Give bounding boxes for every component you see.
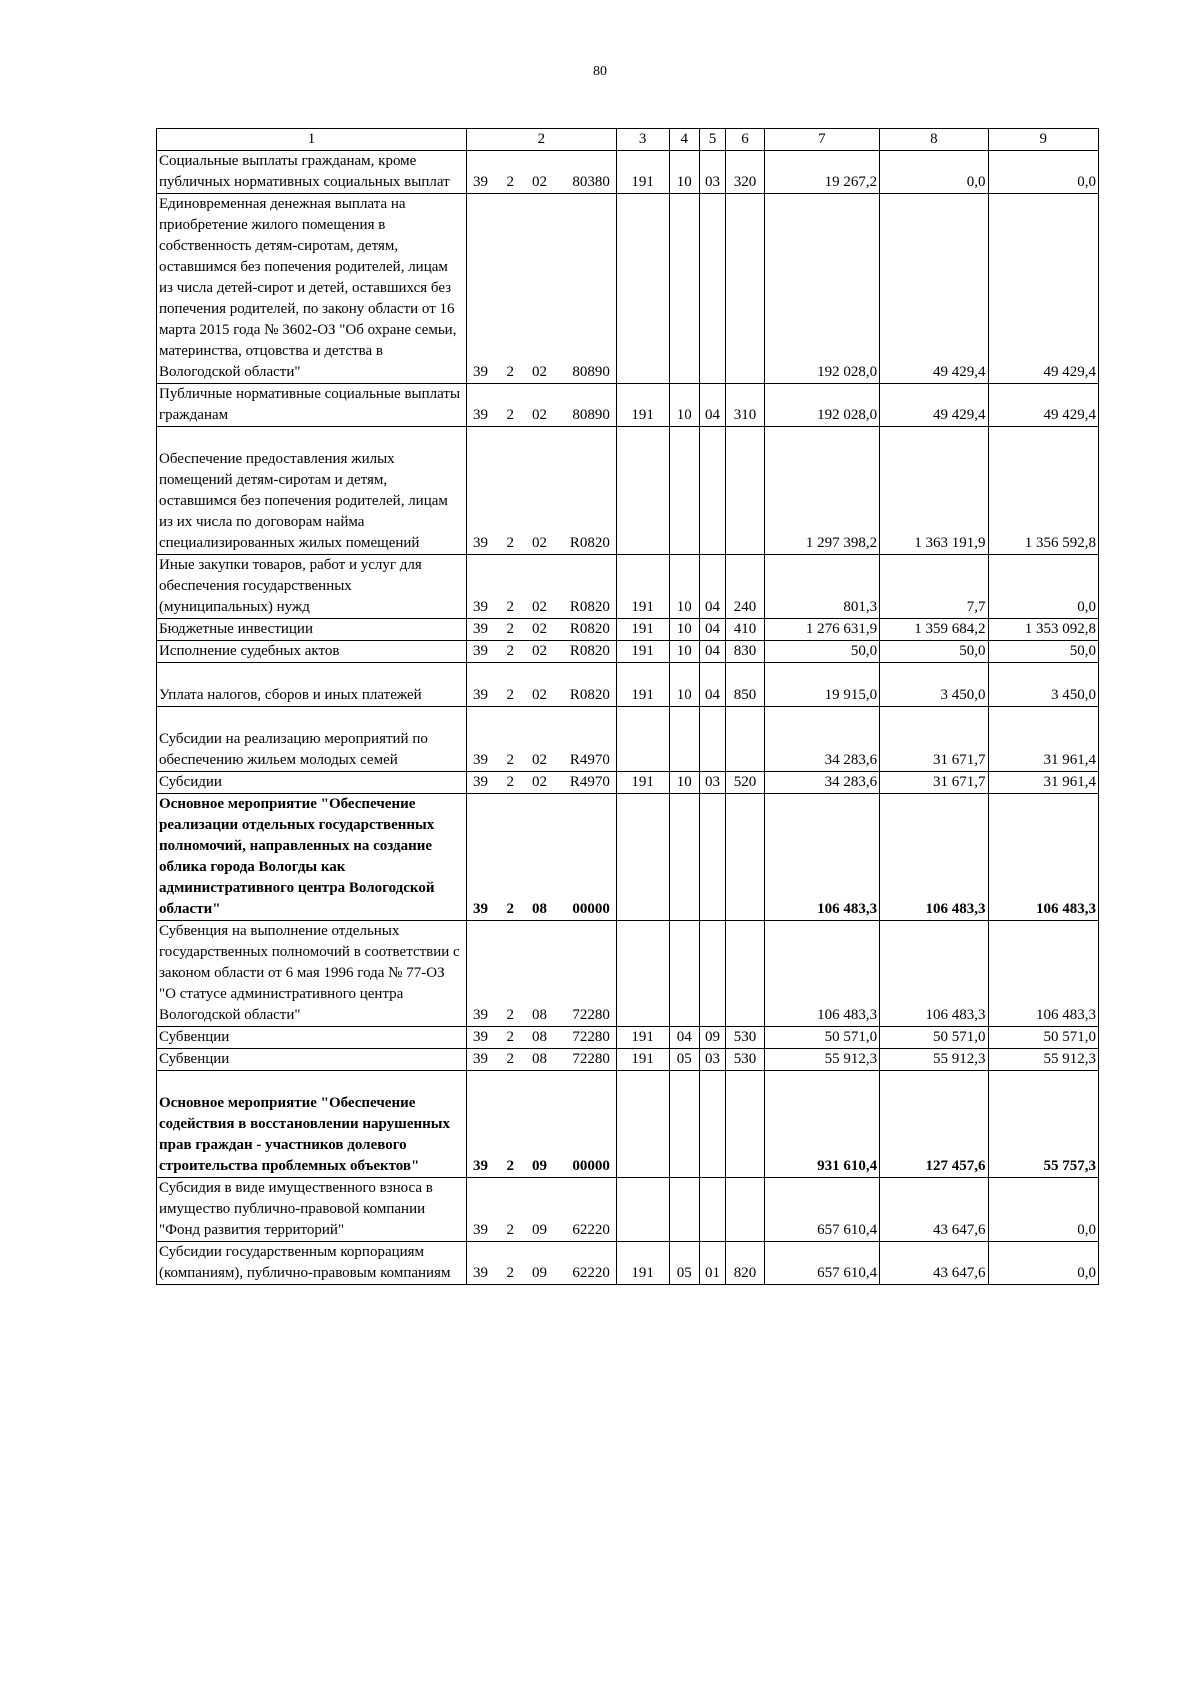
col-4-cell: 10 [669, 555, 699, 619]
col-6-cell: 530 [726, 1027, 764, 1049]
col-6-cell: 850 [726, 663, 764, 707]
code-part-k3: 02 [532, 687, 548, 703]
target-article-code-cell [466, 194, 616, 384]
col-8-amount-cell: 1 363 191,9 [880, 427, 988, 555]
col-6-cell [726, 794, 764, 921]
col-7-amount-cell: 106 483,3 [764, 921, 879, 1027]
target-article-code-cell [466, 619, 616, 641]
code-part-k1: 39 [472, 174, 488, 190]
code-part-k2: 2 [506, 1029, 514, 1045]
col-7-amount-cell: 50 571,0 [764, 1027, 879, 1049]
col-5-cell [699, 921, 725, 1027]
code-part-k2: 2 [506, 1158, 514, 1174]
col-3-cell: 191 [616, 1242, 669, 1285]
col-6-cell [726, 1071, 764, 1178]
header-cell: 5 [699, 129, 725, 151]
col-6-cell: 410 [726, 619, 764, 641]
col-7-amount-cell: 931 610,4 [764, 1071, 879, 1178]
col-3-cell: 191 [616, 619, 669, 641]
header-cell: 3 [616, 129, 669, 151]
col-9-amount-cell: 49 429,4 [988, 384, 1098, 427]
col-5-cell: 04 [699, 384, 725, 427]
col-3-cell [616, 1071, 669, 1178]
code-part-k3: 02 [532, 752, 548, 768]
col-7-amount-cell: 1 276 631,9 [764, 619, 879, 641]
row-name-cell: Субсидия в виде имущественного взноса в имущество публично-правовой компании "Фонд развития территорий" [157, 1178, 467, 1242]
col-3-cell: 191 [616, 663, 669, 707]
code-part-k1: 39 [472, 1007, 488, 1023]
code-part-k1: 39 [472, 407, 488, 423]
col-4-cell [669, 1071, 699, 1178]
col-4-cell: 04 [669, 1027, 699, 1049]
code-part-k1: 39 [472, 621, 488, 637]
col-4-cell: 10 [669, 619, 699, 641]
code-part-k4: R0820 [569, 535, 610, 551]
row-name-cell: Субсидии [157, 772, 467, 794]
target-article-code-cell [466, 1071, 616, 1178]
col-7-amount-cell: 50,0 [764, 641, 879, 663]
code-part-k2: 2 [506, 535, 514, 551]
code-part-k2: 2 [506, 687, 514, 703]
col-3-cell [616, 794, 669, 921]
col-7-amount-cell: 1 297 398,2 [764, 427, 879, 555]
col-3-cell [616, 194, 669, 384]
col-8-amount-cell: 0,0 [880, 151, 988, 194]
col-7-amount-cell: 19 267,2 [764, 151, 879, 194]
table-row [157, 427, 1099, 555]
col-3-cell: 191 [616, 772, 669, 794]
col-7-amount-cell: 19 915,0 [764, 663, 879, 707]
code-part-k4: 80380 [572, 174, 610, 190]
code-part-k2: 2 [506, 174, 514, 190]
col-6-cell [726, 427, 764, 555]
header-cell: 6 [726, 129, 764, 151]
col-6-cell: 310 [726, 384, 764, 427]
col-9-amount-cell: 31 961,4 [988, 707, 1098, 772]
col-8-amount-cell: 106 483,3 [880, 921, 988, 1027]
col-3-cell [616, 427, 669, 555]
col-8-amount-cell: 49 429,4 [880, 384, 988, 427]
code-part-k2: 2 [506, 364, 514, 380]
code-part-k1: 39 [472, 1158, 488, 1174]
col-7-amount-cell: 801,3 [764, 555, 879, 619]
col-3-cell: 191 [616, 151, 669, 194]
code-part-k2: 2 [506, 901, 514, 917]
header-cell: 1 [157, 129, 467, 151]
col-8-amount-cell: 1 359 684,2 [880, 619, 988, 641]
code-part-k1: 39 [472, 1029, 488, 1045]
code-part-k3: 09 [532, 1265, 548, 1281]
row-name-cell: Субвенции [157, 1027, 467, 1049]
code-part-k1: 39 [472, 535, 488, 551]
target-article-code-cell [466, 921, 616, 1027]
table-row [157, 555, 1099, 619]
header-cell: 4 [669, 129, 699, 151]
code-part-k4: R4970 [569, 752, 610, 768]
col-7-amount-cell: 657 610,4 [764, 1178, 879, 1242]
col-3-cell [616, 707, 669, 772]
code-part-k1: 39 [472, 687, 488, 703]
row-name-cell: Публичные нормативные социальные выплаты гражданам [157, 384, 467, 427]
target-article-code-cell [466, 555, 616, 619]
code-part-k1: 39 [472, 1222, 488, 1238]
col-6-cell: 240 [726, 555, 764, 619]
code-part-k3: 09 [532, 1222, 548, 1238]
col-4-cell: 10 [669, 663, 699, 707]
col-9-amount-cell: 1 356 592,8 [988, 427, 1098, 555]
code-part-k2: 2 [506, 599, 514, 615]
row-name-cell: Иные закупки товаров, работ и услуг для обеспечения государственных (муниципальных) нужд [157, 555, 467, 619]
table-row [157, 384, 1099, 427]
code-part-k1: 39 [472, 364, 488, 380]
col-5-cell: 01 [699, 1242, 725, 1285]
code-part-k3: 08 [532, 1051, 548, 1067]
col-5-cell: 03 [699, 772, 725, 794]
code-part-k2: 2 [506, 1007, 514, 1023]
col-5-cell: 03 [699, 151, 725, 194]
code-part-k3: 08 [532, 1007, 548, 1023]
col-4-cell: 10 [669, 151, 699, 194]
col-9-amount-cell: 55 757,3 [988, 1071, 1098, 1178]
col-5-cell [699, 794, 725, 921]
target-article-code-cell [466, 641, 616, 663]
col-3-cell: 191 [616, 384, 669, 427]
col-7-amount-cell: 106 483,3 [764, 794, 879, 921]
header-cell: 7 [764, 129, 879, 151]
col-8-amount-cell: 55 912,3 [880, 1049, 988, 1071]
target-article-code-cell [466, 427, 616, 555]
table-row [157, 794, 1099, 921]
target-article-code-cell [466, 151, 616, 194]
table-row [157, 1178, 1099, 1242]
col-9-amount-cell: 31 961,4 [988, 772, 1098, 794]
col-4-cell: 05 [669, 1049, 699, 1071]
col-9-amount-cell: 0,0 [988, 1242, 1098, 1285]
code-part-k1: 39 [472, 1265, 488, 1281]
code-part-k4: 62220 [572, 1222, 610, 1238]
col-7-amount-cell: 34 283,6 [764, 707, 879, 772]
table-row [157, 772, 1099, 794]
code-part-k2: 2 [506, 643, 514, 659]
col-8-amount-cell: 43 647,6 [880, 1242, 988, 1285]
row-name-cell: Субсидии государственным корпорациям (компаниям), публично-правовым компаниям [157, 1242, 467, 1285]
col-4-cell [669, 794, 699, 921]
col-3-cell: 191 [616, 641, 669, 663]
col-8-amount-cell: 49 429,4 [880, 194, 988, 384]
col-6-cell [726, 921, 764, 1027]
header-cell: 8 [880, 129, 988, 151]
code-part-k4: R0820 [569, 599, 610, 615]
code-part-k2: 2 [506, 1265, 514, 1281]
code-part-k3: 08 [532, 901, 548, 917]
row-name-cell: Исполнение судебных актов [157, 641, 467, 663]
col-9-amount-cell: 0,0 [988, 555, 1098, 619]
code-part-k2: 2 [506, 774, 514, 790]
header-cell: 2 [466, 129, 616, 151]
col-7-amount-cell: 34 283,6 [764, 772, 879, 794]
code-part-k3: 09 [532, 1158, 548, 1174]
code-part-k2: 2 [506, 1051, 514, 1067]
table-row [157, 194, 1099, 384]
code-part-k4: 62220 [572, 1265, 610, 1281]
row-name-cell: Субсидии на реализацию мероприятий по обеспечению жильем молодых семей [157, 707, 467, 772]
col-4-cell: 05 [669, 1242, 699, 1285]
code-part-k1: 39 [472, 643, 488, 659]
col-5-cell [699, 427, 725, 555]
col-9-amount-cell: 0,0 [988, 1178, 1098, 1242]
col-5-cell: 04 [699, 619, 725, 641]
target-article-code-cell [466, 1178, 616, 1242]
target-article-code-cell [466, 1027, 616, 1049]
col-3-cell [616, 1178, 669, 1242]
col-6-cell [726, 1178, 764, 1242]
table-row [157, 1049, 1099, 1071]
col-6-cell: 820 [726, 1242, 764, 1285]
header-row [157, 129, 1099, 151]
row-name-cell: Основное мероприятие "Обеспечение содействия в восстановлении нарушенных прав граждан - участников долевого строительства проблемных объектов" [157, 1071, 467, 1178]
code-part-k1: 39 [472, 752, 488, 768]
table-row [157, 1027, 1099, 1049]
code-part-k3: 02 [532, 407, 548, 423]
table-row [157, 619, 1099, 641]
col-9-amount-cell: 49 429,4 [988, 194, 1098, 384]
code-part-k3: 02 [532, 643, 548, 659]
code-part-k1: 39 [472, 774, 488, 790]
col-5-cell: 04 [699, 641, 725, 663]
code-part-k3: 02 [532, 535, 548, 551]
header-cell: 9 [988, 129, 1098, 151]
col-9-amount-cell: 1 353 092,8 [988, 619, 1098, 641]
row-name-cell: Уплата налогов, сборов и иных платежей [157, 663, 467, 707]
target-article-code-cell [466, 1049, 616, 1071]
code-part-k3: 02 [532, 621, 548, 637]
col-8-amount-cell: 43 647,6 [880, 1178, 988, 1242]
col-6-cell: 530 [726, 1049, 764, 1071]
table-row [157, 707, 1099, 772]
col-8-amount-cell: 31 671,7 [880, 772, 988, 794]
code-part-k4: 72280 [572, 1051, 610, 1067]
target-article-code-cell [466, 663, 616, 707]
col-8-amount-cell: 106 483,3 [880, 794, 988, 921]
code-part-k3: 02 [532, 774, 548, 790]
code-part-k2: 2 [506, 1222, 514, 1238]
col-9-amount-cell: 50,0 [988, 641, 1098, 663]
col-9-amount-cell: 0,0 [988, 151, 1098, 194]
table-row [157, 663, 1099, 707]
col-9-amount-cell: 106 483,3 [988, 794, 1098, 921]
col-6-cell [726, 194, 764, 384]
page-number: 80 [593, 64, 607, 79]
table-row [157, 921, 1099, 1027]
col-6-cell: 520 [726, 772, 764, 794]
col-5-cell [699, 1178, 725, 1242]
code-part-k2: 2 [506, 407, 514, 423]
col-5-cell: 03 [699, 1049, 725, 1071]
row-name-cell: Социальные выплаты гражданам, кроме публичных нормативных социальных выплат [157, 151, 467, 194]
code-part-k4: 72280 [572, 1029, 610, 1045]
code-part-k3: 08 [532, 1029, 548, 1045]
code-part-k2: 2 [506, 621, 514, 637]
col-8-amount-cell: 31 671,7 [880, 707, 988, 772]
row-name-cell: Субвенции [157, 1049, 467, 1071]
code-part-k4: 00000 [572, 901, 610, 917]
col-4-cell [669, 707, 699, 772]
row-name-cell: Основное мероприятие "Обеспечение реализации отдельных государственных полномочий, направленных на создание облика города Вологды как административного центра Вологодской области" [157, 794, 467, 921]
col-8-amount-cell: 50 571,0 [880, 1027, 988, 1049]
col-8-amount-cell: 7,7 [880, 555, 988, 619]
target-article-code-cell [466, 1242, 616, 1285]
col-7-amount-cell: 657 610,4 [764, 1242, 879, 1285]
col-4-cell [669, 194, 699, 384]
col-9-amount-cell: 106 483,3 [988, 921, 1098, 1027]
code-part-k1: 39 [472, 1051, 488, 1067]
col-5-cell: 04 [699, 555, 725, 619]
col-3-cell [616, 921, 669, 1027]
col-6-cell [726, 707, 764, 772]
col-5-cell: 04 [699, 663, 725, 707]
table-row [157, 641, 1099, 663]
col-7-amount-cell: 192 028,0 [764, 384, 879, 427]
col-7-amount-cell: 55 912,3 [764, 1049, 879, 1071]
col-5-cell [699, 194, 725, 384]
row-name-cell: Субвенция на выполнение отдельных государственных полномочий в соответствии с законом области от 6 мая 1996 года № 77-ОЗ "О статусе административного центра Вологодской области" [157, 921, 467, 1027]
code-part-k2: 2 [506, 752, 514, 768]
col-4-cell [669, 427, 699, 555]
col-9-amount-cell: 50 571,0 [988, 1027, 1098, 1049]
col-8-amount-cell: 50,0 [880, 641, 988, 663]
code-part-k4: 72280 [572, 1007, 610, 1023]
col-4-cell: 10 [669, 384, 699, 427]
col-4-cell [669, 1178, 699, 1242]
col-8-amount-cell: 127 457,6 [880, 1071, 988, 1178]
code-part-k1: 39 [472, 599, 488, 615]
code-part-k4: 00000 [572, 1158, 610, 1174]
col-5-cell: 09 [699, 1027, 725, 1049]
code-part-k4: R0820 [569, 621, 610, 637]
budget-table [156, 128, 1099, 1285]
col-7-amount-cell: 192 028,0 [764, 194, 879, 384]
col-3-cell: 191 [616, 1049, 669, 1071]
code-part-k3: 02 [532, 364, 548, 380]
code-part-k4: R0820 [569, 687, 610, 703]
col-9-amount-cell: 3 450,0 [988, 663, 1098, 707]
target-article-code-cell [466, 707, 616, 772]
code-part-k1: 39 [472, 901, 488, 917]
target-article-code-cell [466, 794, 616, 921]
col-4-cell: 10 [669, 641, 699, 663]
table-row [157, 151, 1099, 194]
target-article-code-cell [466, 384, 616, 427]
col-6-cell: 320 [726, 151, 764, 194]
table-row [157, 1071, 1099, 1178]
code-part-k4: R4970 [569, 774, 610, 790]
row-name-cell: Обеспечение предоставления жилых помещений детям-сиротам и детям, оставшимся без попечения родителей, лицам из их числа по договорам найма специализированных жилых помещений [157, 427, 467, 555]
col-8-amount-cell: 3 450,0 [880, 663, 988, 707]
code-part-k3: 02 [532, 599, 548, 615]
code-part-k4: 80890 [572, 364, 610, 380]
col-5-cell [699, 707, 725, 772]
row-name-cell: Единовременная денежная выплата на приобретение жилого помещения в собственность детям-сиротам, детям, оставшимся без попечения родителей, лицам из числа детей-сирот и детей, оставшихся без попечения родителей, по закону области от 16 марта 2015 года № 3602-ОЗ "Об охране семьи, материнства, отцовства и детства в Вологодской области" [157, 194, 467, 384]
table-row [157, 1242, 1099, 1285]
code-part-k4: 80890 [572, 407, 610, 423]
code-part-k4: R0820 [569, 643, 610, 659]
col-6-cell: 830 [726, 641, 764, 663]
col-4-cell [669, 921, 699, 1027]
target-article-code-cell [466, 772, 616, 794]
col-3-cell: 191 [616, 1027, 669, 1049]
row-name-cell: Бюджетные инвестиции [157, 619, 467, 641]
col-5-cell [699, 1071, 725, 1178]
code-part-k3: 02 [532, 174, 548, 190]
col-4-cell: 10 [669, 772, 699, 794]
col-3-cell: 191 [616, 555, 669, 619]
col-9-amount-cell: 55 912,3 [988, 1049, 1098, 1071]
